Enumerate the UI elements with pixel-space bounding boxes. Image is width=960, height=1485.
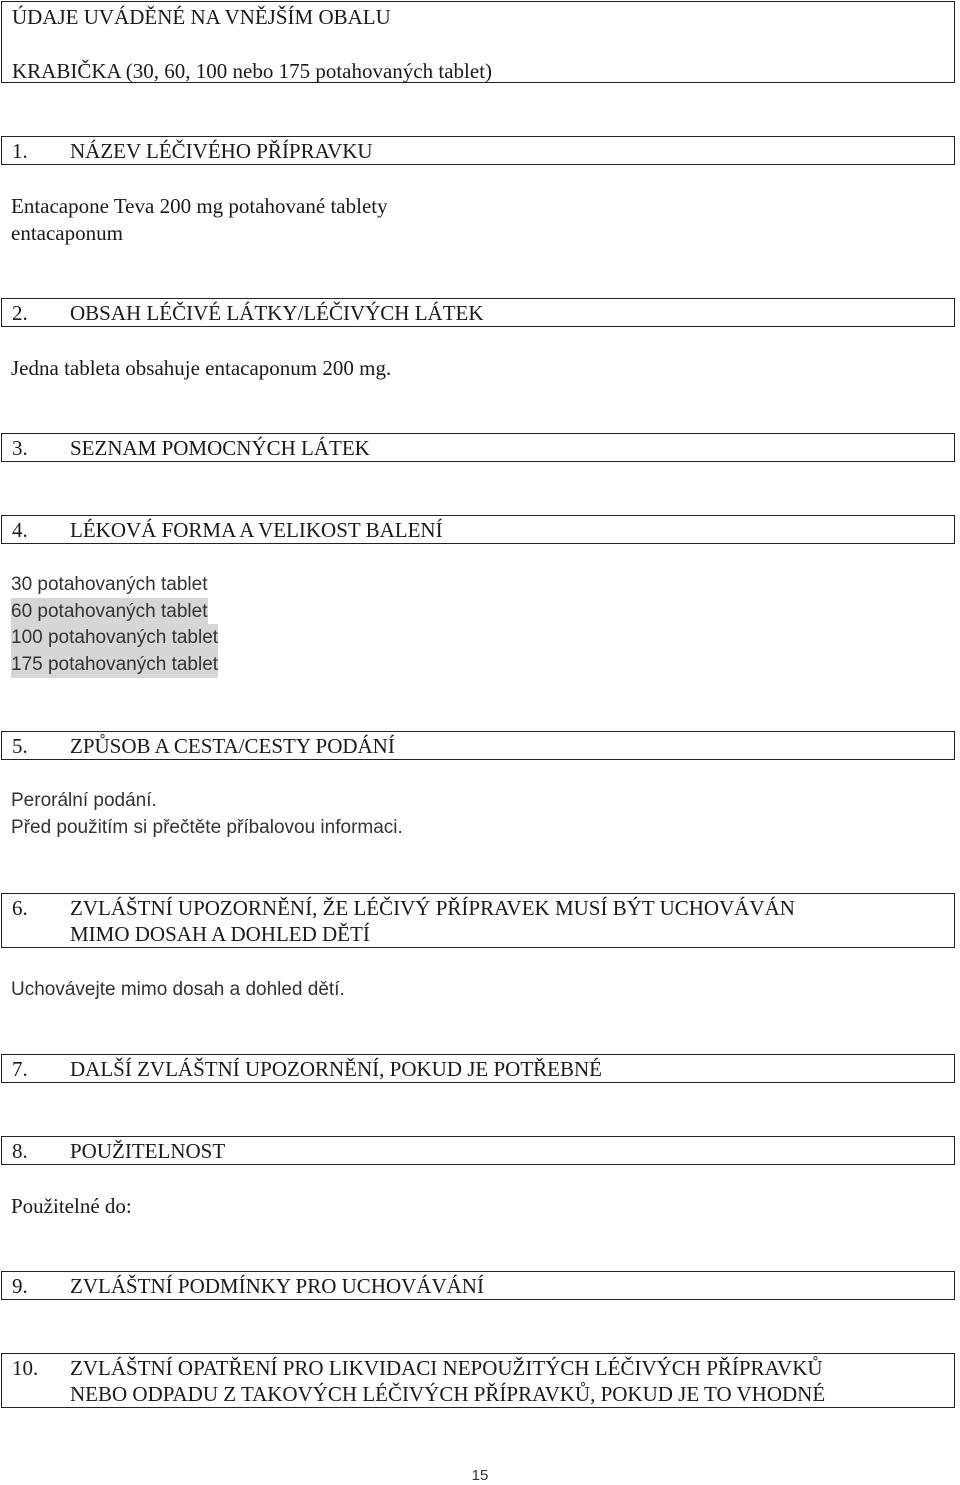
section-2-line-1: Jedna tableta obsahuje entacaponum 200 mg. <box>11 356 392 380</box>
section-9-number: 9. <box>12 1274 28 1298</box>
section-1-number: 1. <box>12 139 28 163</box>
section-6-number: 6. <box>12 896 28 920</box>
section-1-header <box>1 136 955 165</box>
section-4-title: LÉKOVÁ FORMA A VELIKOST BALENÍ <box>70 518 443 542</box>
section-5-header <box>1 731 955 760</box>
section-5-title: ZPŮSOB A CESTA/CESTY PODÁNÍ <box>70 734 395 758</box>
section-3-header <box>1 433 955 462</box>
section-4-header <box>1 515 955 544</box>
page-number: 15 <box>471 1467 489 1484</box>
section-2-number: 2. <box>12 301 28 325</box>
section-3-title: SEZNAM POMOCNÝCH LÁTEK <box>70 436 370 460</box>
section-4-line-3: 100 potahovaných tablet <box>11 624 218 651</box>
section-10-title-line-2: NEBO ODPADU Z TAKOVÝCH LÉČIVÝCH PŘÍPRAVKŮ, POKUD JE TO VHODNÉ <box>70 1382 826 1406</box>
section-4-line-4: 175 potahovaných tablet <box>11 651 218 678</box>
section-9-header <box>1 1271 955 1300</box>
section-7-header <box>1 1054 955 1083</box>
section-1-line-1: Entacapone Teva 200 mg potahované tablety <box>11 194 388 218</box>
section-5-line-2: Před použitím si přečtěte příbalovou informaci. <box>11 817 403 838</box>
section-3-number: 3. <box>12 436 28 460</box>
section-4-number: 4. <box>12 518 28 542</box>
section-4-line-1: 30 potahovaných tablet <box>11 574 208 595</box>
section-8-number: 8. <box>12 1139 28 1163</box>
section-6-title-line-2: MIMO DOSAH A DOHLED DĚTÍ <box>70 922 370 946</box>
section-7-number: 7. <box>12 1057 28 1081</box>
section-1-line-2: entacaponum <box>11 221 123 245</box>
section-8-header <box>1 1136 955 1165</box>
section-1-title: NÁZEV LÉČIVÉHO PŘÍPRAVKU <box>70 139 373 163</box>
section-4-line-2: 60 potahovaných tablet <box>11 598 208 625</box>
section-9-title: ZVLÁŠTNÍ PODMÍNKY PRO UCHOVÁVÁNÍ <box>70 1274 484 1298</box>
section-5-line-1: Perorální podání. <box>11 790 157 811</box>
section-6-title-line-1: ZVLÁŠTNÍ UPOZORNĚNÍ, ŽE LÉČIVÝ PŘÍPRAVEK MUSÍ BÝT UCHOVÁVÁN <box>70 896 795 920</box>
section-10-title-line-1: ZVLÁŠTNÍ OPATŘENÍ PRO LIKVIDACI NEPOUŽITÝCH LÉČIVÝCH PŘÍPRAVKŮ <box>70 1356 823 1380</box>
section-8-title: POUŽITELNOST <box>70 1139 226 1163</box>
section-2-title: OBSAH LÉČIVÉ LÁTKY/LÉČIVÝCH LÁTEK <box>70 301 484 325</box>
section-7-title: DALŠÍ ZVLÁŠTNÍ UPOZORNĚNÍ, POKUD JE POTŘEBNÉ <box>70 1057 602 1081</box>
section-8-line-1: Použitelné do: <box>11 1194 132 1218</box>
section-10-header <box>1 1353 955 1408</box>
outer-header-box <box>1 1 955 83</box>
section-2-header <box>1 298 955 327</box>
section-5-number: 5. <box>12 734 28 758</box>
section-6-header <box>1 893 955 948</box>
outer-subtitle: KRABIČKA (30, 60, 100 nebo 175 potahovaných tablet) <box>12 59 493 83</box>
outer-title: ÚDAJE UVÁDĚNÉ NA VNĚJŠÍM OBALU <box>12 5 391 29</box>
section-6-line-1: Uchovávejte mimo dosah a dohled dětí. <box>11 979 345 1000</box>
section-10-number: 10. <box>12 1356 39 1380</box>
